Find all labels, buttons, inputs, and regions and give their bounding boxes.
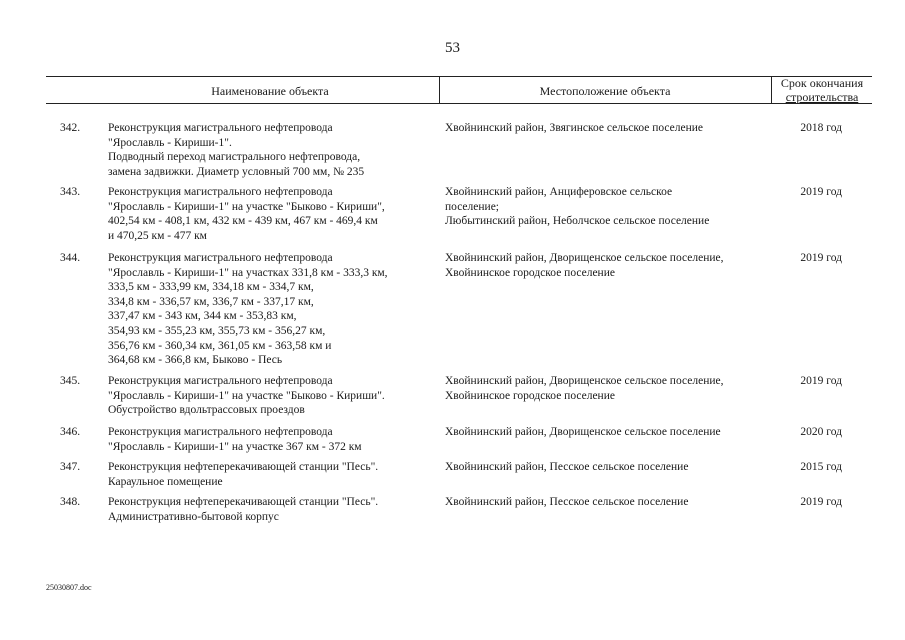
row-346-location: Хвойнинский район, Дворищенское сельское поселение (445, 426, 721, 438)
header-bottom-rule (46, 103, 872, 104)
row-342-year: 2018 год (800, 122, 842, 134)
row-345-name: Реконструкция магистрального нефтепровода "Ярославль - Кириши-1" на участке "Быково - Кириши". Обустройство вдольтрассовых проездов (108, 375, 385, 417)
row-344-location: Хвойнинский район, Дворищенское сельское поселение, Хвойнинское городское поселение (445, 252, 724, 279)
row-345-number: 345. (60, 375, 81, 387)
row-343-name: Реконструкция магистрального нефтепровода "Ярославль - Кириши-1" на участке "Быково - Кириши", 402,54 км - 408,1 км, 432 км - 439 км, 467 км - 469,4 км и 470,25 км - 477 км (108, 186, 385, 242)
row-348-number: 348. (60, 496, 81, 508)
row-342-location: Хвойнинский район, Звягинское сельское поселение (445, 122, 703, 134)
row-345-location: Хвойнинский район, Дворищенское сельское поселение, Хвойнинское городское поселение (445, 375, 724, 402)
row-348-location: Хвойнинский район, Песское сельское поселение (445, 496, 689, 508)
row-343-location: Хвойнинский район, Анциферовское сельское поселение; Любытинский район, Неболчское сельское поселение (445, 186, 710, 228)
row-347-name: Реконструкция нефтеперекачивающей станции "Песь". Караульное помещение (108, 461, 379, 488)
page-number: 53 (445, 40, 460, 56)
row-346-name: Реконструкция магистрального нефтепровода "Ярославль - Кириши-1" на участке 367 км - 372 км (108, 426, 362, 453)
row-343-year: 2019 год (800, 186, 842, 198)
header-deadline-line1: Срок окончания (780, 76, 864, 90)
header-location: Местоположение объекта (539, 84, 671, 98)
row-344-name: Реконструкция магистрального нефтепровода "Ярославль - Кириши-1" на участках 331,8 км - 333,3 км, 333,5 км - 333,99 км, 334,18 км - 334,7 км, 334,8 км - 336,57 км, 336,7 км - 337,17 км, 337,47 км - 343 км, 344 км - 353,83 км, 354,93 км - 355,23 км, 355,73 км - 356,27 км, 356,76 км - 360,34 км, 361,05 км - 363,58 км и 364,68 км - 366,8 км, Быково - Песь (108, 252, 388, 367)
row-345-year: 2019 год (800, 375, 842, 387)
row-347-number: 347. (60, 461, 81, 473)
header-name: Наименование объекта (211, 84, 329, 98)
row-342-name: Реконструкция магистрального нефтепровода "Ярославль - Кириши-1". Подводный переход магистрального нефтепровода, замена задвижки. Диаметр условный 700 мм, № 235 (108, 122, 365, 178)
row-348-name: Реконструкция нефтеперекачивающей станции "Песь". Административно-бытовой корпус (108, 496, 379, 523)
file-name-footer: 25030807.doc (46, 583, 92, 592)
row-344-year: 2019 год (800, 252, 842, 264)
row-346-number: 346. (60, 426, 81, 438)
header-top-rule (46, 76, 872, 77)
header-deadline-line2: строительства (785, 90, 859, 104)
row-343-number: 343. (60, 186, 81, 198)
row-346-year: 2020 год (800, 426, 842, 438)
row-347-location: Хвойнинский район, Песское сельское поселение (445, 461, 689, 473)
row-348-year: 2019 год (800, 496, 842, 508)
row-344-number: 344. (60, 252, 81, 264)
row-347-year: 2015 год (800, 461, 842, 473)
row-342-number: 342. (60, 122, 81, 134)
